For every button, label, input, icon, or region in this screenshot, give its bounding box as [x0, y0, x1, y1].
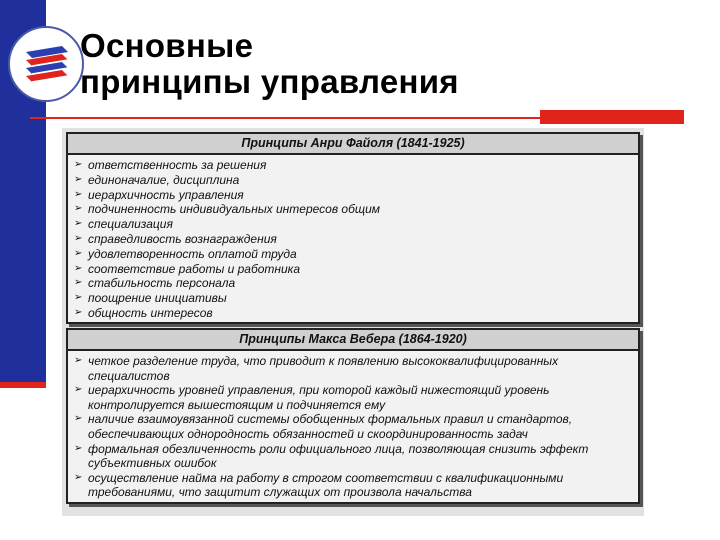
title-underline [30, 117, 540, 119]
fayol-list [68, 155, 638, 321]
title-line-1: Основные [80, 27, 254, 64]
list-item: ➢ общность интересов [74, 305, 213, 320]
stacked-books-icon [8, 26, 84, 102]
arrow-bullet-icon: ➢ [74, 188, 83, 200]
list-item: ➢ иерархичность управления [74, 187, 244, 202]
list-item: ➢ удовлетворенность оплатой труда [74, 246, 297, 261]
list-item: ➢ формальная обезличенность роли официального лица, позволяющая снизить эффект субъективных ошибок [74, 441, 589, 471]
list-item: ➢ соответствие работы и работника [74, 261, 301, 276]
arrow-bullet-icon: ➢ [74, 292, 83, 304]
weber-panel [66, 328, 640, 504]
title-accent-block [540, 110, 684, 124]
arrow-bullet-icon: ➢ [74, 306, 83, 318]
arrow-bullet-icon: ➢ [74, 247, 83, 259]
arrow-bullet-icon: ➢ [74, 471, 83, 483]
fayol-panel [66, 132, 640, 324]
fayol-header: Принципы Анри Файоля (1841-1925) [68, 134, 638, 155]
arrow-bullet-icon: ➢ [74, 203, 83, 215]
arrow-bullet-icon: ➢ [74, 232, 83, 244]
list-item: ➢ подчиненность индивидуальных интересов общим [74, 202, 380, 217]
list-item: ➢ осуществление найма на работу в строгом соответствии с квалификационными требованиями, что защитит служащих от произвола начальства [74, 470, 564, 500]
page-title [80, 28, 459, 100]
arrow-bullet-icon: ➢ [74, 159, 83, 170]
arrow-bullet-icon: ➢ [74, 262, 83, 274]
list-item: ➢ наличие взаимоувязанной системы обобщенных формальных правил и стандартов, обеспечивающих однородность обязанностей и скоординированность задач [74, 412, 573, 441]
side-bar-accent [0, 382, 46, 388]
arrow-bullet-icon: ➢ [74, 218, 83, 230]
arrow-bullet-icon: ➢ [74, 384, 83, 396]
weber-header: Принципы Макса Вебера (1864-1920) [68, 330, 638, 351]
arrow-bullet-icon: ➢ [74, 355, 83, 366]
list-item: ➢ ответственность за решения [74, 158, 267, 172]
list-item: ➢ четкое разделение труда, что приводит к появлению высококвалифицированных специалистов [74, 354, 559, 383]
arrow-bullet-icon: ➢ [74, 173, 83, 185]
arrow-bullet-icon: ➢ [74, 413, 83, 425]
list-item: ➢ иерархичность уровней управления, при которой каждый нижестоящий уровень контролируется вышестоящим и подчиняется ему [74, 383, 550, 412]
arrow-bullet-icon: ➢ [74, 442, 83, 454]
principles-image [62, 128, 644, 516]
list-item: ➢ справедливость вознаграждения [74, 231, 277, 246]
weber-list [68, 351, 638, 500]
arrow-bullet-icon: ➢ [74, 277, 83, 289]
list-item: ➢ стабильность персонала [74, 276, 236, 291]
title-line-2: принципы управления [80, 63, 459, 100]
list-item: ➢ поощрение инициативы [74, 291, 227, 306]
list-item: ➢ единоначалие, дисциплина [74, 172, 240, 187]
list-item: ➢ специализация [74, 217, 173, 232]
